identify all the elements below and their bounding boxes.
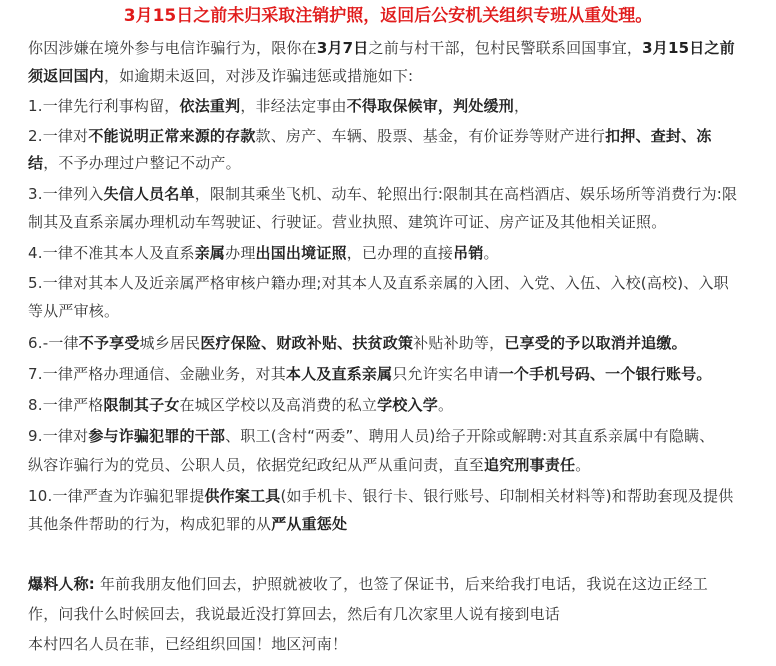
text: ，不予办理过户整记不动产。 bbox=[43, 154, 241, 172]
bold-text: 严从重惩处 bbox=[271, 515, 348, 533]
measure-line bbox=[28, 364, 712, 385]
bold-text: 依法重判 bbox=[179, 97, 241, 115]
bold-text: 结 bbox=[28, 154, 44, 172]
bold-text: 本人及直系亲属 bbox=[285, 365, 393, 383]
text: 、职工(含村“两委”、聘用人员)给子开除或解聘:对其直系亲属中有隐瞒、 bbox=[225, 427, 715, 445]
text: 7.一律严格办理通信、金融业务，对其 bbox=[28, 365, 286, 383]
text: 补贴补助等， bbox=[413, 334, 505, 352]
bold-text: 供作案工具 bbox=[204, 487, 281, 505]
text: 制其及直系亲属办理机动车驾驶证、行驶证。营业执照、建筑许可证、房产证及其他相关证照。 bbox=[28, 213, 667, 231]
text: 其他条件帮助的行为，构成犯罪的从 bbox=[28, 515, 272, 533]
bold-text: 不予享受 bbox=[78, 334, 140, 352]
headline: 3月15日之前未归采取注销护照，返回后公安机关组织专班从重处理。 bbox=[123, 6, 653, 26]
text: 纵容诈骗行为的党员、公职人员，依据党纪政纪从严从重问责，直至 bbox=[28, 456, 485, 474]
intro-text: ，如逾期未返回，对涉及诈骗违惩或措施如下: bbox=[104, 67, 414, 85]
text: 办理 bbox=[225, 244, 256, 262]
measure-line bbox=[28, 96, 529, 117]
text: ，已办理的直接 bbox=[346, 244, 454, 262]
text: 5.一律对其本人及近亲属严格审核户籍办理;对其本人及直系亲属的入团、入党、入伍、入校(高校)、入职 bbox=[28, 274, 729, 292]
text: 3.一律列入 bbox=[28, 185, 104, 203]
measure-line bbox=[28, 455, 590, 476]
measure-line bbox=[28, 514, 347, 535]
return-deadline: 3月15日之前 bbox=[642, 39, 735, 57]
bold-text: 不得取保候审，判处缓刑 bbox=[346, 97, 514, 115]
measure-line bbox=[28, 184, 737, 205]
return-requirement: 须返回国内 bbox=[28, 67, 105, 85]
measure-line bbox=[28, 153, 241, 174]
bold-text: 吊销 bbox=[453, 244, 484, 262]
text: 10.一律严查为诈骗犯罪提 bbox=[28, 487, 205, 505]
text: 在城区学校以及高消费的私立 bbox=[179, 396, 378, 414]
bold-text: 追究刑事责任 bbox=[484, 456, 576, 474]
text: ，非经法定事由 bbox=[240, 97, 347, 115]
bold-text: 医疗保险、财政补贴、扶贫政策 bbox=[200, 334, 414, 352]
measure-line bbox=[28, 212, 666, 233]
measure-line bbox=[28, 426, 714, 447]
text: 作，问我什么时候回去，我说最近没打算回去，然后有几次家里人说有接到电话 bbox=[28, 605, 561, 623]
text: 2.一律对 bbox=[28, 127, 89, 145]
measure-line bbox=[28, 486, 733, 507]
measure-line bbox=[28, 395, 453, 416]
measure-line bbox=[28, 333, 687, 354]
text: 6.-一律 bbox=[28, 334, 79, 352]
text: 。 bbox=[483, 244, 499, 262]
intro-line-1 bbox=[28, 38, 735, 59]
bold-text: 失信人员名单 bbox=[103, 185, 195, 203]
bold-text: 扣押、查封、冻 bbox=[605, 127, 712, 145]
measure-line bbox=[28, 273, 729, 294]
text: 。 bbox=[575, 456, 591, 474]
text: 年前我朋友他们回去，护照就被收了，也签了保证书，后来给我打电话，我说在这边正经工 bbox=[95, 575, 708, 593]
bold-text: 不能说明正常来源的存款 bbox=[88, 127, 256, 145]
bold-text: 参与诈骗犯罪的干部 bbox=[88, 427, 226, 445]
text: 本村四名人员在菲，已经组织回国！地区河南！ bbox=[28, 635, 348, 653]
bold-text: 一个手机号码、一个银行账号。 bbox=[498, 365, 712, 383]
text: 只允许实名申请 bbox=[392, 365, 499, 383]
text: 1.一律先行利事构留， bbox=[28, 97, 180, 115]
text: 款、房产、车辆、股票、基金，有价证券等财产进行 bbox=[255, 127, 606, 145]
deadline-date: 3月7日 bbox=[316, 39, 369, 57]
text: 城乡居民 bbox=[139, 334, 201, 352]
text: 9.一律对 bbox=[28, 427, 89, 445]
intro-line-2 bbox=[28, 66, 413, 87]
bold-text: 爆料人称: bbox=[28, 575, 95, 593]
text: (如手机卡、银行卡、银行账号、印制相关材料等)和帮助套现及提供 bbox=[280, 487, 734, 505]
tip-line bbox=[28, 574, 708, 595]
bold-text: 亲属 bbox=[194, 244, 226, 262]
intro-text: 之前与村干部，包村民警联系回国事宜， bbox=[368, 39, 643, 57]
text: 。 bbox=[437, 396, 454, 414]
measure-line bbox=[28, 301, 119, 322]
text: 等从严审核。 bbox=[28, 302, 120, 320]
bold-text: 限制其子女 bbox=[103, 396, 180, 414]
bold-text: 出国出境证照 bbox=[255, 244, 347, 262]
bold-text: 学校入学 bbox=[377, 396, 438, 414]
text: 8.一律严格 bbox=[28, 396, 104, 414]
bold-text: 已享受的予以取消并追缴。 bbox=[504, 334, 687, 352]
text: 4.一律不准其本人及直系 bbox=[28, 244, 195, 262]
measure-line bbox=[28, 126, 712, 147]
text: ， bbox=[513, 97, 530, 115]
text: ，限制其乘坐飞机、动车、轮照出行:限制其在高档酒店、娱乐场所等消费行为:限 bbox=[194, 185, 738, 203]
tip-line bbox=[28, 634, 347, 655]
intro-text: 你因涉嫌在境外参与电信诈骗行为，限你在 bbox=[28, 39, 317, 57]
measure-line bbox=[28, 243, 499, 264]
tip-line bbox=[28, 604, 560, 625]
